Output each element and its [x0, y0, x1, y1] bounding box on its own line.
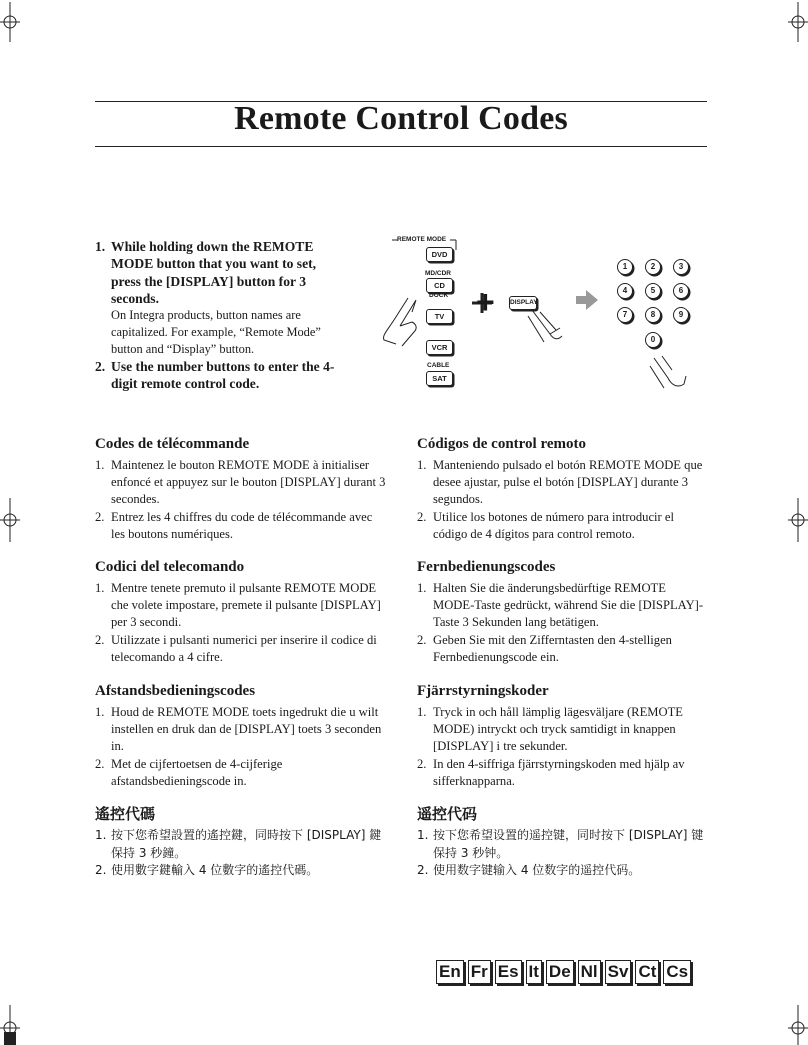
section-title: Códigos de control remoto	[417, 436, 587, 452]
section-italian	[95, 558, 387, 666]
section-title: Fernbedienungscodes	[417, 559, 556, 575]
language-tab-it[interactable]: It	[526, 960, 542, 984]
remote-mode-label: REMOTE MODE	[397, 236, 447, 243]
section-french	[95, 435, 387, 543]
list-item: 1. 按下您希望設置的遙控鍵，同時按下 [DISPLAY] 鍵保持 3 秒鐘。	[95, 828, 382, 860]
number-key-6[interactable]: 6	[673, 283, 689, 299]
list-item: 2. Met de cijfertoetsen de 4-cijferige afstandsbedieningscode in.	[95, 756, 283, 788]
cable-label: CABLE	[427, 362, 450, 369]
list-item: 2. In den 4-siffriga fjärrstyrningskoden med hjälp av sifferknapparna.	[417, 756, 685, 788]
step-2	[95, 358, 345, 393]
list-item: 2. 使用數字鍵輸入 4 位數字的遙控代碼。	[95, 863, 319, 877]
number-key-5[interactable]: 5	[645, 283, 661, 299]
number-key-3[interactable]: 3	[673, 259, 689, 275]
list-item: 2. 使用数字键输入 4 位数字的遥控代码。	[417, 863, 641, 877]
list-item: 2. Utilice los botones de número para introducir el código de 4 dígitos para control remoto.	[417, 509, 674, 541]
section-dutch	[95, 682, 387, 790]
list-item: 2. Utilizzate i pulsanti numerici per inserire il codice di telecomando a 4 cifre.	[95, 632, 377, 664]
plus-sign: +	[476, 284, 495, 320]
integra-note: On Integra products, button names are capitalized. For example, “Remote Mode” button and “Display” button.	[111, 308, 321, 357]
section-simplified-chinese	[417, 805, 709, 880]
list-item: 1. Tryck in och håll lämplig lägesväljare (REMOTE MODE) intryckt och tryck samtidigt in knappen [DISPLAY] i tre sekunder.	[417, 705, 683, 754]
language-tab-nl[interactable]: Nl	[578, 960, 601, 984]
section-title: Afstandsbedieningscodes	[95, 683, 256, 699]
language-tabs	[436, 960, 691, 984]
number-key-8[interactable]: 8	[645, 307, 661, 323]
language-tab-sv[interactable]: Sv	[605, 960, 632, 984]
section-title: 遙控代碼	[95, 805, 156, 823]
section-title: Codici del telecomando	[95, 559, 245, 575]
section-swedish	[417, 682, 709, 790]
number-key-9[interactable]: 9	[673, 307, 689, 323]
list-item: 1. Mentre tenete premuto il pulsante REMOTE MODE che volete impostare, premete il pulsante [DISPLAY] per 3 secondi.	[95, 581, 381, 630]
vcr-button[interactable]: VCR	[426, 340, 453, 355]
main-instructions	[95, 238, 345, 393]
dock-label: DOCK	[429, 292, 449, 299]
section-title: Fjärrstyrningskoder	[417, 683, 549, 699]
title-bottom-rule	[95, 146, 707, 147]
sat-button[interactable]: SAT	[426, 371, 453, 386]
md-cdr-label: MD/CDR	[425, 270, 451, 277]
section-spanish	[417, 435, 709, 543]
display-button[interactable]: DISPLAY	[509, 296, 537, 310]
language-tab-fr[interactable]: Fr	[468, 960, 491, 984]
dvd-button[interactable]: DVD	[426, 247, 453, 262]
number-key-4[interactable]: 4	[617, 283, 633, 299]
section-title: Codes de télécommande	[95, 436, 250, 452]
page-title: Remote Control Codes	[234, 100, 568, 137]
number-key-7[interactable]: 7	[617, 307, 633, 323]
list-item: 2. Geben Sie mit den Zifferntasten den 4-stelligen Fernbedienungscode ein.	[417, 632, 672, 664]
step-text: Use the number buttons to enter the 4-digit remote control code.	[111, 359, 335, 392]
step-text: While holding down the REMOTE MODE button that you want to set, press the [DISPLAY] button for 3 seconds.	[111, 239, 317, 306]
language-tab-cs[interactable]: Cs	[663, 960, 691, 984]
list-item: 1. 按下您希望设置的遥控键，同时按下 [DISPLAY] 键保持 3 秒钟。	[417, 828, 704, 860]
section-german	[417, 558, 709, 666]
number-key-0[interactable]: 0	[645, 332, 661, 348]
number-key-1[interactable]: 1	[617, 259, 633, 275]
list-item: 2. Entrez les 4 chiffres du code de télécommande avec les boutons numériques.	[95, 509, 373, 541]
language-tab-en[interactable]: En	[436, 960, 464, 984]
section-title: 遥控代码	[417, 805, 478, 823]
list-item: 1. Maintenez le bouton REMOTE MODE à initialiser enfoncé et appuyez sur le bouton [DISPLAY] durant 3 secondes.	[95, 458, 386, 507]
step-number: 2.	[95, 359, 106, 375]
language-tab-ct[interactable]: Ct	[635, 960, 659, 984]
cd-button[interactable]: CD	[426, 278, 453, 293]
tv-button[interactable]: TV	[426, 309, 453, 324]
language-tab-es[interactable]: Es	[495, 960, 522, 984]
list-item: 1. Manteniendo pulsado el botón REMOTE MODE que desee ajustar, pulse el botón [DISPLAY] durante 3 segundos.	[417, 458, 703, 507]
step-number: 1.	[95, 239, 106, 254]
list-item: 1. Houd de REMOTE MODE toets ingedrukt die u wilt instellen en druk dan de [DISPLAY] toets 3 seconden in.	[95, 705, 382, 754]
list-item: 1. Halten Sie die änderungsbedürftige REMOTE MODE-Taste gedrückt, während Sie die [DISPLAY]-Taste 3 Sekunden lang betätigen.	[417, 581, 704, 630]
number-key-2[interactable]: 2	[645, 259, 661, 275]
step-1	[95, 238, 345, 307]
language-tab-de[interactable]: De	[546, 960, 574, 984]
section-traditional-chinese	[95, 805, 387, 880]
